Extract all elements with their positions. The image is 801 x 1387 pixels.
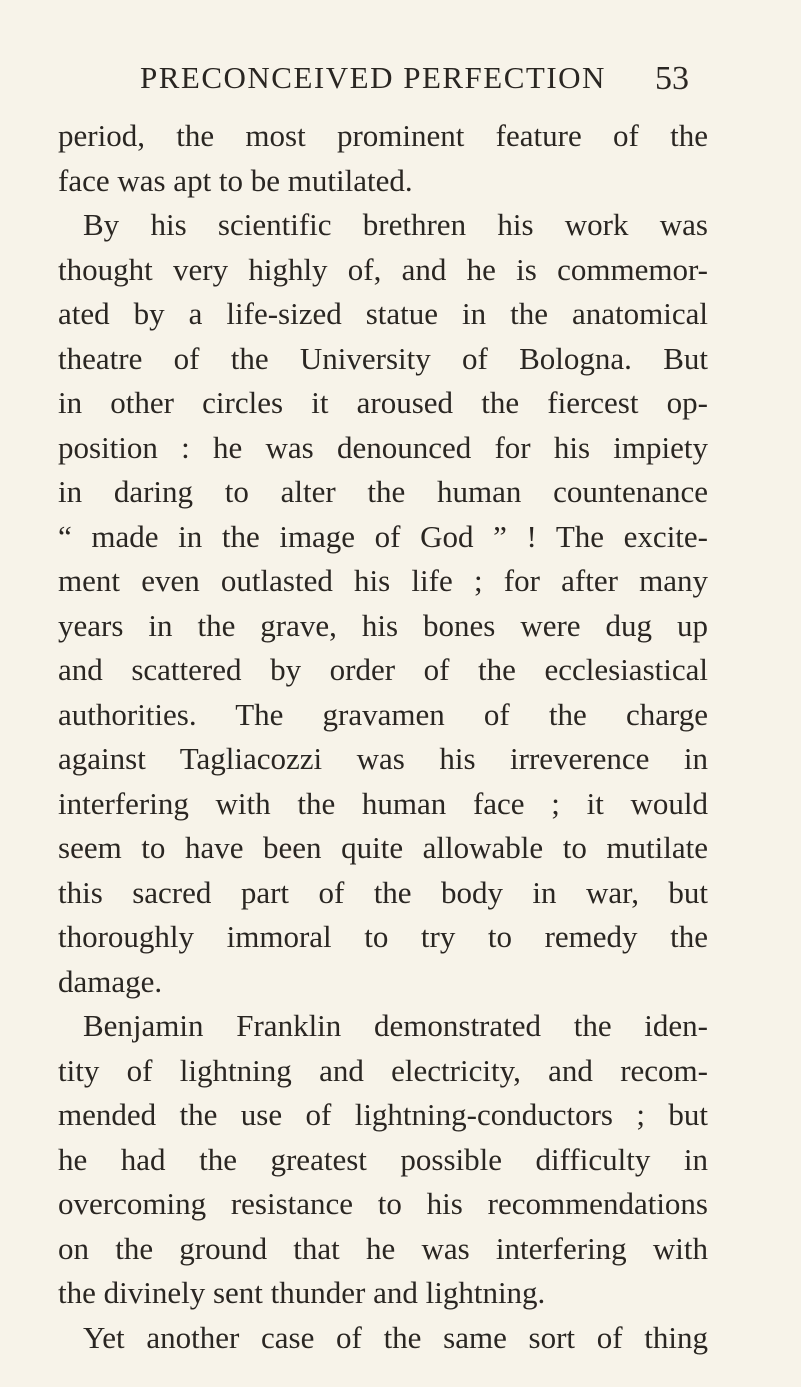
text-line: mended the use of lightning-conductors ; but xyxy=(58,1097,708,1132)
running-title: PRECONCEIVED PERFECTION xyxy=(140,60,606,95)
text-line: period, the most prominent feature of the xyxy=(58,118,708,153)
text-line: and scattered by order of the ecclesiastical xyxy=(58,652,708,687)
text-line: theatre of the University of Bologna. But xyxy=(58,340,708,376)
text-line: thoroughly immoral to try to remedy the xyxy=(58,919,708,954)
text-line: damage. xyxy=(58,963,163,999)
page-header xyxy=(0,60,801,110)
text-line: position : he was denounced for his impiety xyxy=(58,429,708,465)
text-line: Yet another case of the same sort of thing xyxy=(83,1319,708,1355)
text-line: years in the grave, his bones were dug up xyxy=(58,607,708,643)
text-line: overcoming resistance to his recommendations xyxy=(58,1186,708,1221)
text-line: the divinely sent thunder and lightning. xyxy=(58,1275,546,1310)
text-line: Benjamin Franklin demonstrated the iden- xyxy=(83,1008,708,1043)
body-text xyxy=(58,114,708,1360)
text-line: this sacred part of the body in war, but xyxy=(58,874,708,910)
text-line: By his scientific brethren his work was xyxy=(83,207,708,242)
text-line: face was apt to be mutilated. xyxy=(58,162,413,198)
text-line: ated by a life-sized statue in the anatomical xyxy=(58,296,708,331)
text-line: in other circles it aroused the fiercest op- xyxy=(58,385,708,420)
text-line: against Tagliacozzi was his irreverence in xyxy=(58,741,708,776)
text-line: he had the greatest possible difficulty in xyxy=(58,1141,708,1177)
text-line: in daring to alter the human countenance xyxy=(58,474,708,509)
text-line: seem to have been quite allowable to mutilate xyxy=(58,830,708,865)
text-line: ment even outlasted his life ; for after many xyxy=(58,563,708,598)
page-number: 53 xyxy=(655,60,689,97)
text-line: tity of lightning and electricity, and recom- xyxy=(58,1052,708,1088)
text-line: “ made in the image of God ” ! The excite- xyxy=(58,518,708,554)
text-line: thought very highly of, and he is commemor- xyxy=(58,251,708,287)
text-line: on the ground that he was interfering with xyxy=(58,1230,708,1266)
text-line: authorities. The gravamen of the charge xyxy=(58,696,708,732)
text-line: interfering with the human face ; it would xyxy=(58,785,708,821)
